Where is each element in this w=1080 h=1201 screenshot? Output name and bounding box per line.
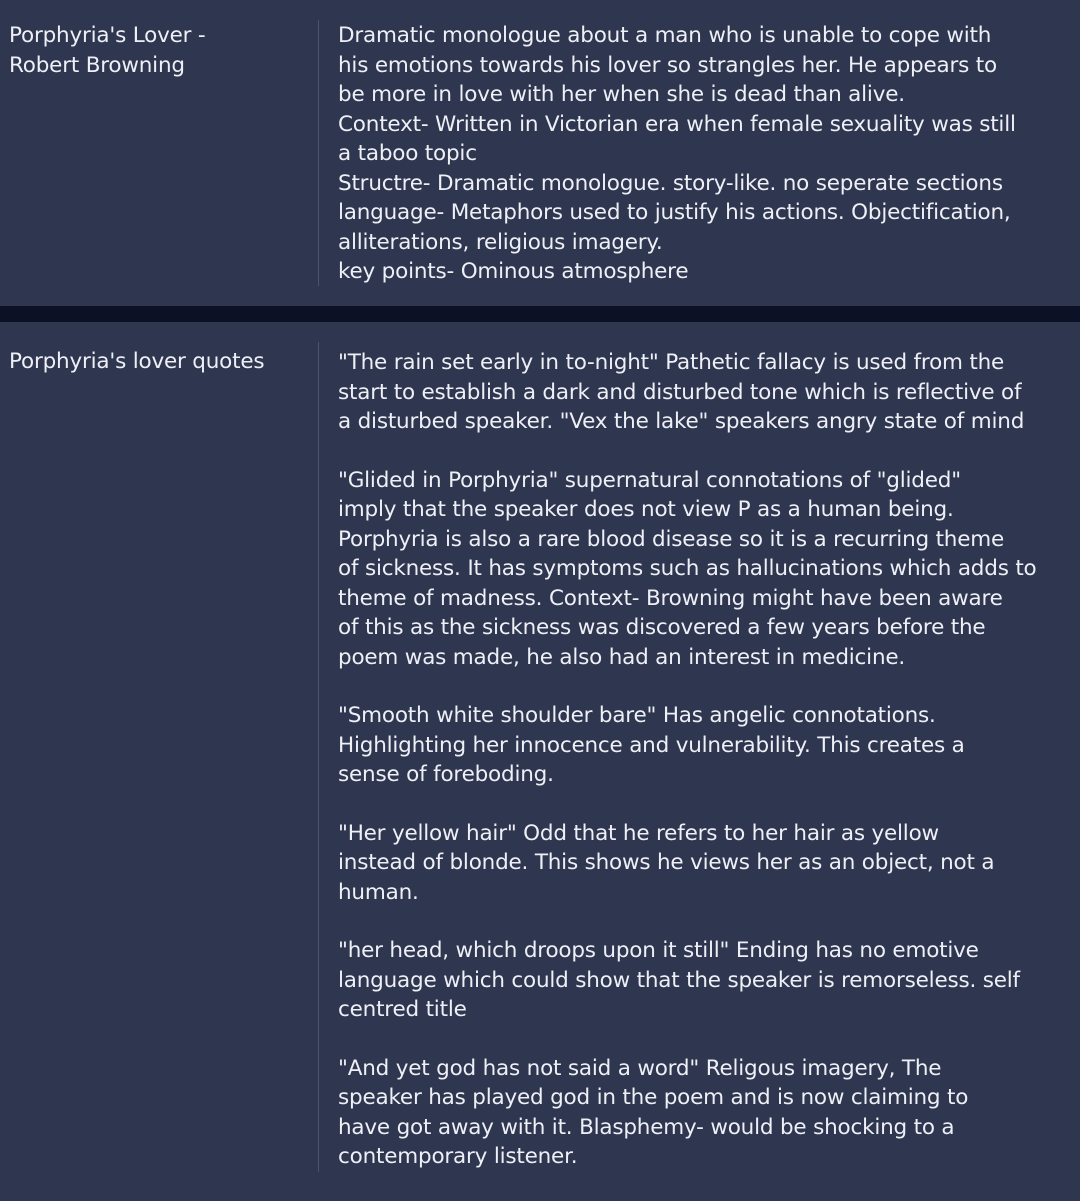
column-divider: [318, 20, 319, 286]
definition-line: Structre- Dramatic monologue. story-like. no seperate sections: [338, 170, 1003, 196]
quote-line: imply that the speaker does not view P as a human being.: [338, 497, 954, 522]
quote-line: start to establish a dark and disturbed tone which is reflective of: [338, 379, 1022, 405]
quote-block: [338, 936, 1076, 1025]
quote-line: Highlighting her innocence and vulnerability. This creates a: [338, 732, 965, 758]
quote-line: "her head, which droops upon it still" Ending has no emotive: [338, 938, 979, 963]
quote-line: of sickness. It has symptoms such as hallucinations which adds to: [338, 556, 1037, 581]
quote-line: Porphyria is also a rare blood disease so it is a recurring theme: [338, 526, 1005, 552]
definition-line: language- Metaphors used to justify his actions. Objectification,: [338, 200, 1011, 225]
quote-line: instead of blonde. This shows he views her as an object, not a: [338, 850, 995, 875]
quote-line: a disturbed speaker. "Vex the lake" speakers angry state of mind: [338, 409, 1025, 434]
column-divider: [318, 342, 319, 1172]
quote-line: have got away with it. Blasphemy- would be shocking to a: [338, 1114, 955, 1140]
definition-line: Context- Written in Victorian era when female sexuality was still: [338, 111, 1016, 137]
flashcard-browning-overview: [0, 0, 1080, 306]
quote-block: [338, 1054, 1076, 1172]
quote-block: [338, 819, 1076, 908]
quote-line: speaker has played god in the poem and is now claiming to: [338, 1085, 969, 1110]
quote-line: poem was made, he also had an interest in medicine.: [338, 644, 906, 670]
quote-line: "And yet god has not said a word" Religous imagery, The: [338, 1055, 942, 1081]
quote-line: of this as the sickness was discovered a few years before the: [338, 615, 986, 640]
definition-line: his emotions towards his lover so strangles her. He appears to: [338, 52, 997, 78]
quote-line: contemporary listener.: [338, 1144, 578, 1169]
quote-line: centred title: [338, 997, 467, 1022]
quote-block: [338, 348, 1076, 437]
quote-line: "Her yellow hair" Odd that he refers to her hair as yellow: [338, 820, 939, 846]
definition-line: alliterations, religious imagery.: [338, 229, 663, 255]
quote-line: human.: [338, 879, 419, 905]
quote-line: "Smooth white shoulder bare" Has angelic connotations.: [338, 703, 936, 728]
quote-line: theme of madness. Context- Browning might have been aware: [338, 585, 1003, 611]
quote-line: "Glided in Porphyria" supernatural connotations of "glided": [338, 467, 961, 493]
card-definition: [338, 348, 1076, 1201]
quote-line: language which could show that the speaker is remorseless. self: [338, 967, 1020, 993]
definition-line: a taboo topic: [338, 141, 477, 166]
term-line: Porphyria's Lover -: [9, 23, 206, 48]
term-line: Robert Browning: [9, 52, 185, 78]
card-term: [9, 21, 299, 80]
definition-line: Dramatic monologue about a man who is unable to cope with: [338, 23, 992, 48]
definition-line: be more in love with her when she is dead than alive.: [338, 82, 905, 107]
definition-line: key points- Ominous atmosphere: [338, 259, 689, 284]
quote-line: sense of foreboding.: [338, 762, 554, 787]
quote-block: [338, 701, 1076, 790]
card-term: Porphyria's lover quotes: [9, 349, 265, 374]
quote-line: "The rain set early in to-night" Pathetic fallacy is used from the: [338, 350, 1005, 375]
flashcard-quotes: [0, 322, 1080, 1184]
quote-block: [338, 466, 1076, 673]
card-separator: [0, 306, 1080, 322]
card-definition: [338, 21, 1076, 287]
